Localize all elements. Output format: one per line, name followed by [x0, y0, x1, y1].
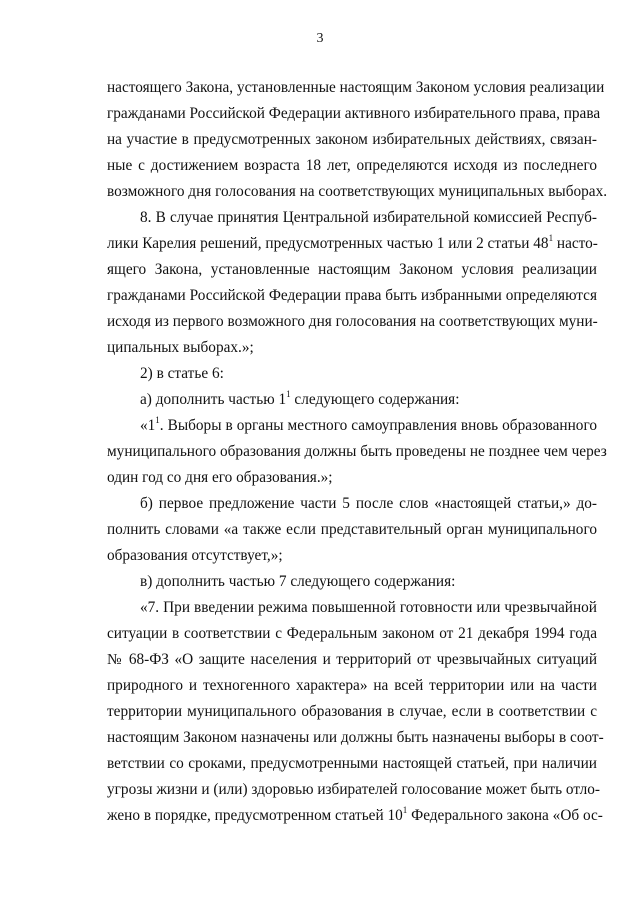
- text-line: настоящего Закона, установленные настоящим Законом условия реализации: [107, 79, 605, 96]
- text-line: ящего Закона, установленные настоящим Законом условия реализации: [107, 261, 597, 278]
- text-line: исходя из первого возможного дня голосования на соответствующих муни-: [107, 313, 598, 330]
- text-line: один год со дня его образования.»;: [107, 469, 333, 486]
- text-fragment: «1: [140, 417, 156, 434]
- text-line: на участие в предусмотренных законом избирательных действиях, связан-: [107, 131, 597, 148]
- text-line: настоящим Законом назначены или должны быть назначены выборы в соот-: [107, 729, 604, 746]
- text-fragment: следующего содержания:: [290, 391, 460, 408]
- text-fragment: жено в порядке, предусмотренном статьей 10: [107, 807, 403, 824]
- text-line: ситуации в соответствии с Федеральным законом от 21 декабря 1994 года: [107, 625, 597, 642]
- text-line: [107, 803, 603, 829]
- item-2-heading: 2) в статье 6:: [140, 365, 224, 382]
- superscript: 1: [155, 414, 160, 425]
- item-b: б) первое предложение части 5 после слов «настоящей статьи,» до-: [140, 495, 597, 512]
- text-line: ветствии со сроками, предусмотренными настоящей статьей, при наличии: [107, 755, 597, 772]
- text-line: [107, 231, 597, 257]
- text-line: полнить словами «а также если представительный орган муниципального: [107, 521, 597, 538]
- item-v: в) дополнить частью 7 следующего содержания:: [140, 573, 456, 590]
- quote-7-start: «7. При введении режима повышенной готовности или чрезвычайной: [140, 599, 597, 616]
- text-line: природного и техногенного характера» на всей территории или на части: [107, 677, 597, 694]
- superscript: 1: [548, 232, 554, 243]
- text-line: муниципального образования должны быть проведены не позднее чем через: [107, 443, 607, 460]
- text-fragment: а) дополнить частью 1: [140, 391, 287, 408]
- text-line: образования отсутствует,»;: [107, 547, 283, 564]
- text-line: угрозы жизни и (или) здоровью избирателей голосование может быть отло-: [107, 781, 601, 798]
- item-a: [107, 387, 597, 413]
- text-fragment: насто-: [553, 235, 598, 252]
- text-fragment: лики Карелия решений, предусмотренных частью 1 или 2 статьи 48: [107, 235, 549, 252]
- text-fragment: . Выборы в органы местного самоуправления вновь образованного: [159, 417, 597, 434]
- text-fragment: Федерального закона «Об ос-: [407, 807, 603, 824]
- text-line: № 68-ФЗ «О защите населения и территорий от чрезвычайных ситуаций: [107, 651, 597, 668]
- superscript: 1: [286, 388, 291, 399]
- page-number: 3: [316, 31, 324, 46]
- text-line: гражданами Российской Федерации права быть избранными определяются: [107, 287, 597, 304]
- text-line: ципальных выборах.»;: [107, 339, 254, 356]
- document-body: [107, 75, 608, 829]
- quote-1-1-start: [107, 413, 597, 439]
- text-line: территории муниципального образования в случае, если в соответствии с: [107, 703, 597, 720]
- text-line: ные с достижением возраста 18 лет, определяются исходя из последнего: [107, 157, 597, 174]
- text-line: гражданами Российской Федерации активного избирательного права, права: [107, 105, 601, 122]
- text-line: возможного дня голосования на соответствующих муниципальных выборах.: [107, 183, 608, 200]
- paragraph-8-start: 8. В случае принятия Центральной избирательной комиссией Респуб-: [140, 209, 597, 226]
- superscript: 1: [402, 804, 408, 815]
